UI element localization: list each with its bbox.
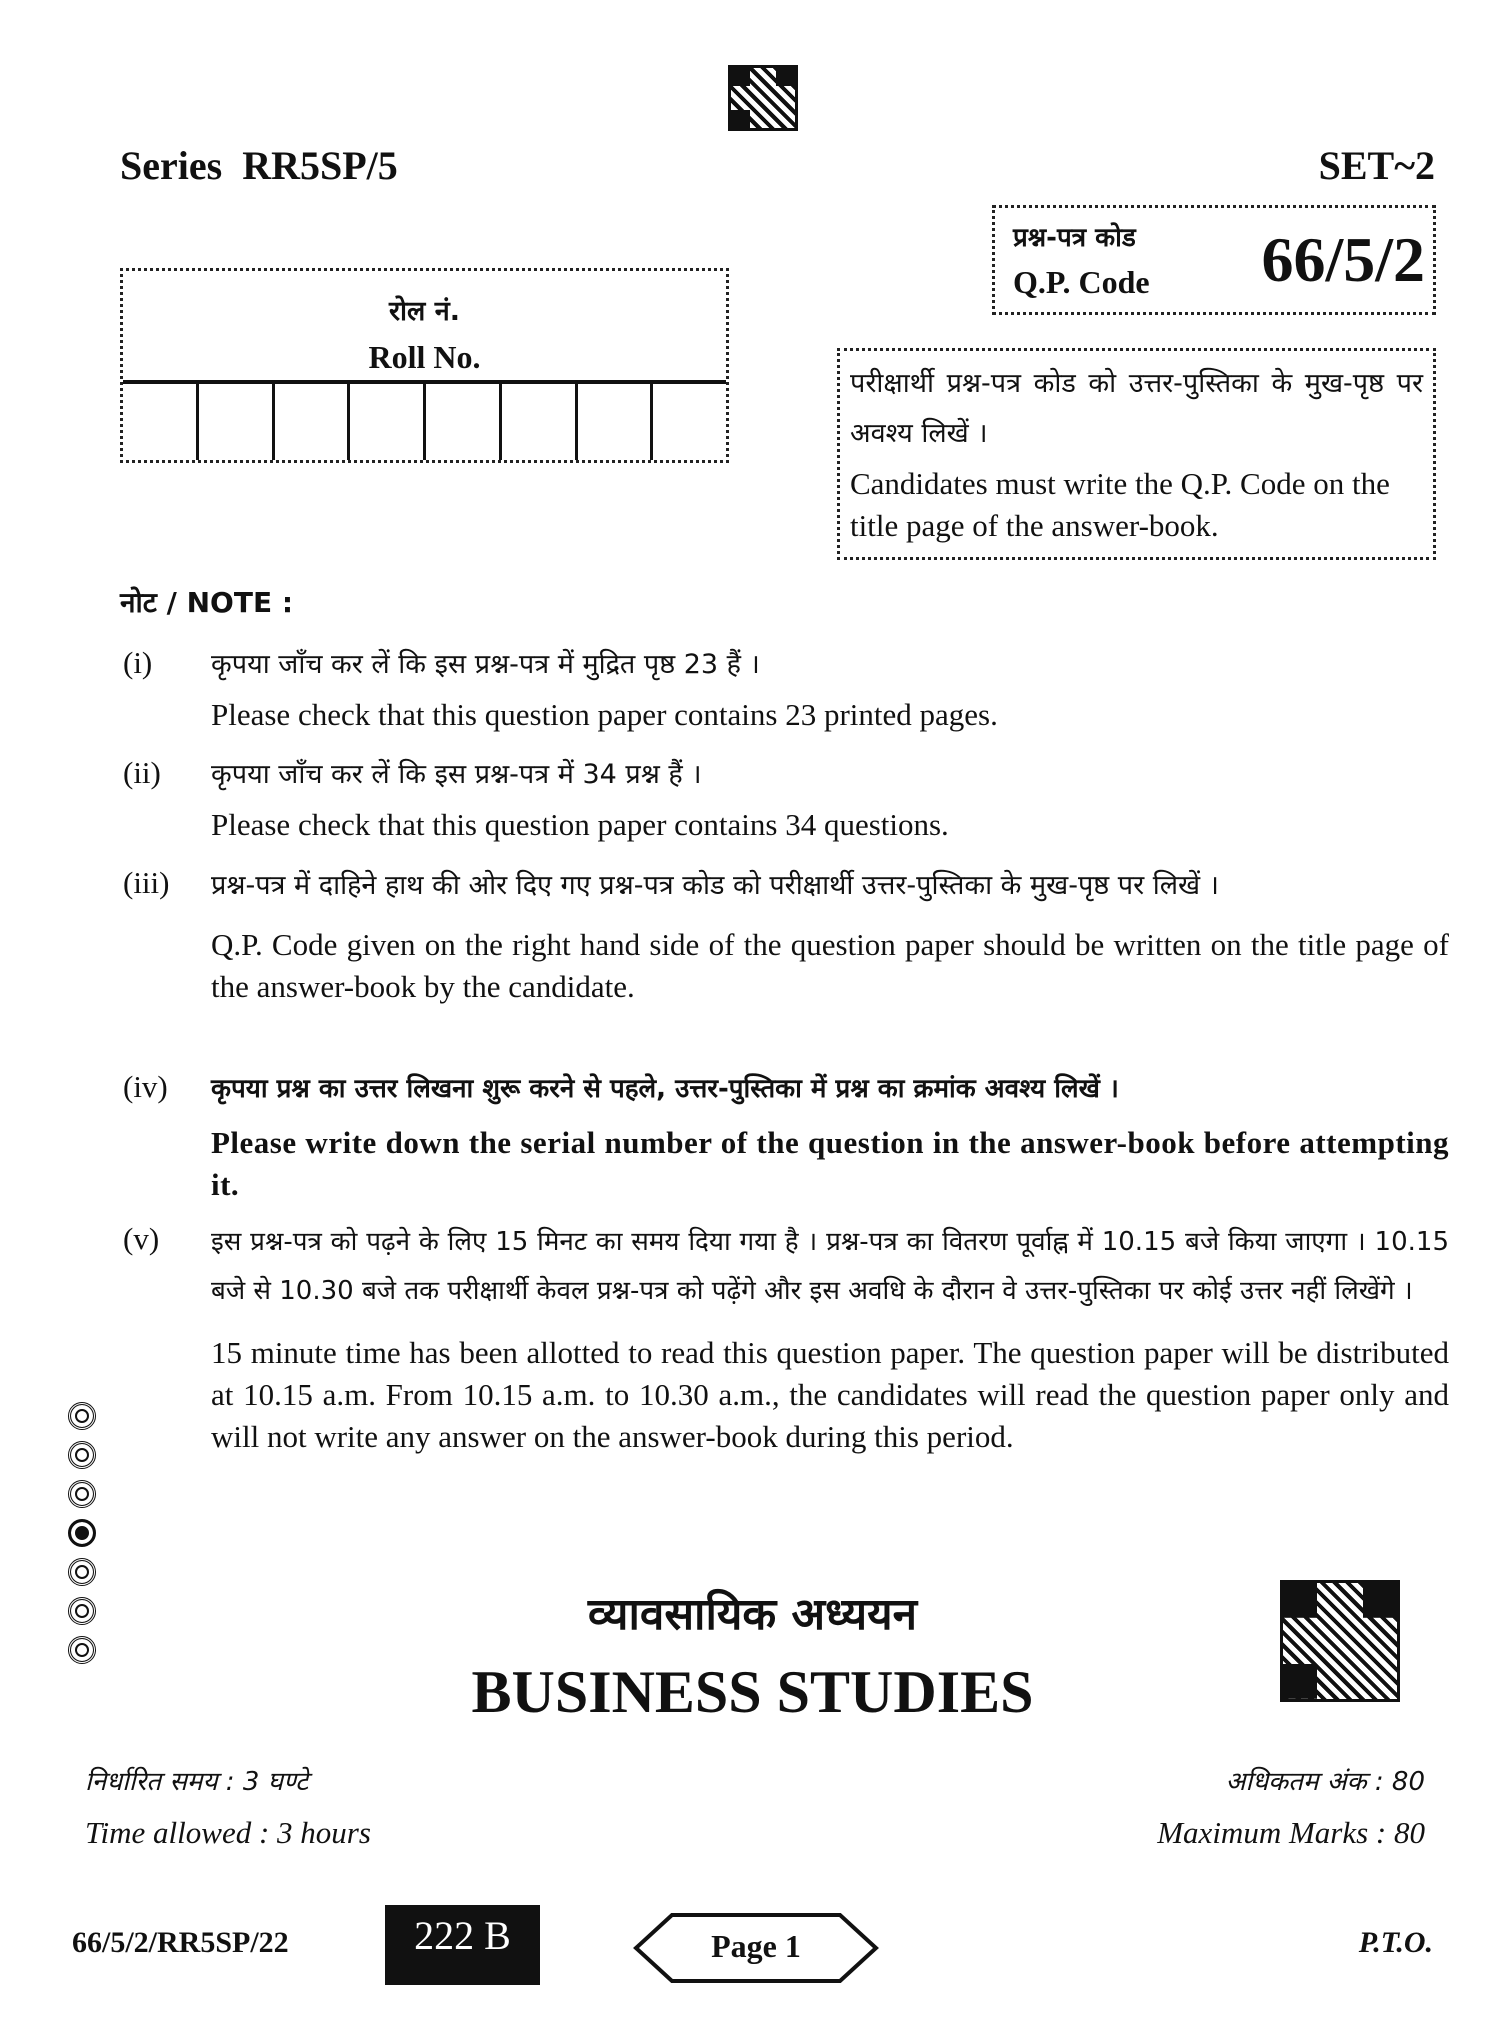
time-allowed-hi: निर्धारित समय : 3 घण्टे [85,1767,309,1797]
note-marker: (i) [123,645,153,680]
note-item [123,1066,1449,1206]
note-marker: (iv) [123,1069,168,1104]
note-text-hi: इस प्रश्न-पत्र को पढ़ने के लिए 15 मिनट का समय दिया गया है । प्रश्न-पत्र का वितरण पूर्वाह्न में 10.15 बजे किया जाएगा । 10.15 बजे से 10.30 बजे तक परीक्षार्थी केवल प्रश्न-पत्र को पढ़ेंगे और इस अवधि के दौरान वे उत्तर-पुस्तिका पर कोई उत्तर नहीं लिखेंगे । [211,1227,1449,1306]
note-marker: (v) [123,1221,160,1256]
footer-code: 66/5/2/RR5SP/22 [72,1926,289,1959]
note-heading [120,583,293,621]
series-label: Series RR5SP/5 [120,143,398,188]
filled-circle-icon [68,1519,96,1547]
set-label: SET~2 [1318,143,1435,188]
note-item [123,862,1449,1008]
note-text-hi: कृपया जाँच कर लें कि इस प्रश्न-पत्र में 34 प्रश्न हैं । [211,759,702,790]
note-item [123,1218,1449,1458]
pto-label: P.T.O. [1358,1926,1433,1959]
instruction-en: Candidates must write the Q.P. Code on the title page of the answer-book. [850,466,1390,543]
note-text-en: Q.P. Code given on the right hand side of the question paper should be written on the title page of the answer-book by the candidate. [211,927,1449,1004]
note-text-en: Please check that this question paper contains 34 questions. [211,807,949,842]
note-text-en: 15 minute time has been allotted to read this question paper. The question paper will be distributed at 10.15 a.m. From 10.15 a.m. to 10.30 a.m., the candidates will read the question paper only and will not write any answer on the answer-book during this period. [211,1335,1449,1454]
circle-icon [68,1402,96,1430]
page-number: Page 1 [711,1928,801,1964]
qp-code-label-hi: प्रश्न-पत्र कोड [1013,223,1136,253]
circle-icon [68,1480,96,1508]
qp-code-label-en: Q.P. Code [1013,264,1150,300]
note-text-hi: कृपया जाँच कर लें कि इस प्रश्न-पत्र में मुद्रित पृष्ठ 23 हैं । [211,649,760,680]
qp-code-value: 66/5/2 [1261,224,1425,295]
note-text-en: Please write down the serial number of the question in the answer-book before attempting it. [211,1125,1449,1202]
roll-digit-box[interactable] [275,384,351,460]
roll-number-box [120,268,729,463]
max-marks-en: Maximum Marks : 80 [1157,1815,1425,1850]
roll-digit-box[interactable] [653,384,726,460]
roll-number-input[interactable] [123,380,726,460]
page-indicator [632,1912,880,1984]
circle-icon [68,1441,96,1469]
subject-title-en: BUSINESS STUDIES [471,1659,1034,1725]
note-text-hi: कृपया प्रश्न का उत्तर लिखना शुरू करने से पहले, उत्तर-पुस्तिका में प्रश्न का क्रमांक अवश्य लिखें । [211,1074,1119,1104]
note-marker: (ii) [123,755,161,790]
time-allowed-en: Time allowed : 3 hours [85,1815,371,1850]
note-item [123,642,1449,736]
instruction-box [837,348,1436,560]
qr-code-bottom [1280,1580,1400,1702]
note-heading-text: नोट / NOTE : [120,586,294,619]
roll-digit-box[interactable] [350,384,426,460]
roll-label-en: Roll No. [368,339,481,375]
roll-label-hi: रोल नं. [389,296,460,327]
note-text-en: Please check that this question paper contains 23 printed pages. [211,697,998,732]
roll-digit-box[interactable] [199,384,275,460]
instruction-hi: परीक्षार्थी प्रश्न-पत्र कोड को उत्तर-पुस्तिका के मुख-पृष्ठ पर अवश्य लिखें । [850,368,1423,449]
roll-digit-box[interactable] [123,384,199,460]
note-item [123,752,1449,846]
note-text-hi: प्रश्न-पत्र में दाहिने हाथ की ओर दिए गए प्रश्न-पत्र कोड को परीक्षार्थी उत्तर-पुस्तिका के मुख-पृष्ठ पर लिखें । [211,870,1219,901]
qp-code-box [992,205,1436,315]
qr-code-top [728,65,798,131]
subject-title-hi: व्यावसायिक अध्ययन [587,1589,918,1640]
footer-badge: 222 B [385,1905,540,1985]
note-marker: (iii) [123,865,170,900]
roll-digit-box[interactable] [578,384,654,460]
max-marks-hi: अधिकतम अंक : 80 [1225,1767,1425,1797]
roll-digit-box[interactable] [426,384,502,460]
roll-digit-box[interactable] [502,384,578,460]
